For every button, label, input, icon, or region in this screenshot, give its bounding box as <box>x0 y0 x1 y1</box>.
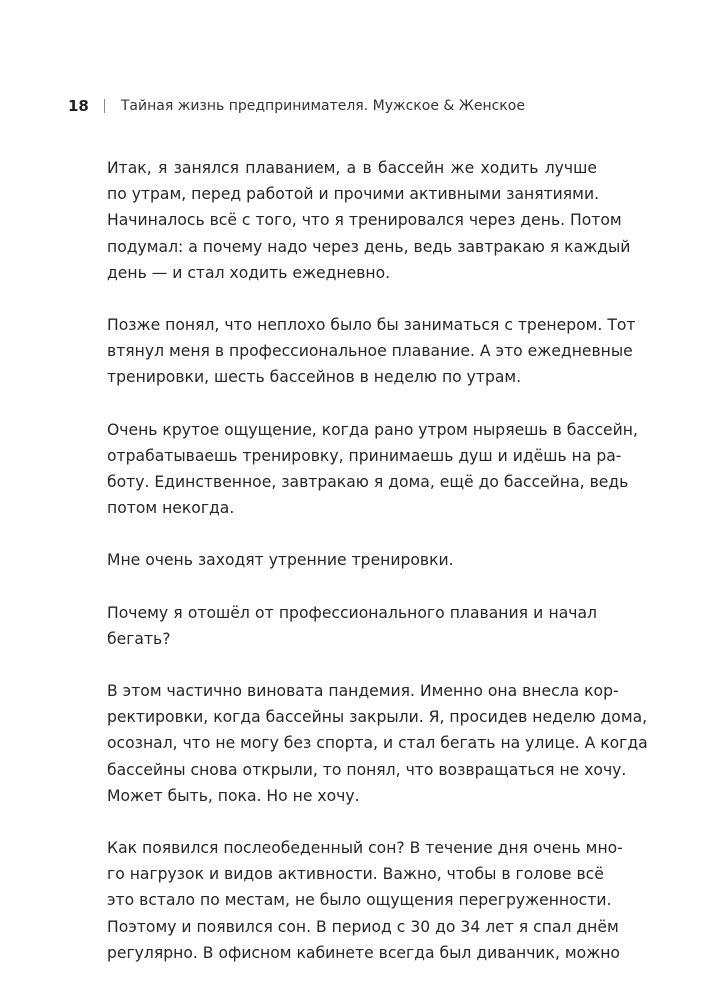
text-line: бассейны снова открыли, то понял, что возвращаться не хочу. <box>107 760 627 779</box>
paragraph <box>107 835 623 966</box>
text-line: бегать? <box>107 629 171 648</box>
body-text <box>107 155 648 992</box>
text-line: по утрам, перед работой и прочими активными занятиями. <box>107 185 600 204</box>
text-line: осознал, что не могу без спорта, и стал бегать на улице. А когда <box>107 734 648 753</box>
text-line: Позже понял, что неплохо было бы заниматься с тренером. Тот <box>107 316 636 335</box>
text-line: боту. Единственное, завтракаю я дома, ещё до бассейна, ведь <box>107 473 629 492</box>
paragraph <box>107 155 631 286</box>
text-line: ректировки, когда бассейны закрыли. Я, просидев неделю дома, <box>107 708 648 727</box>
text-line: потом некогда. <box>107 499 235 518</box>
paragraph <box>107 312 636 391</box>
text-line: В этом частично виновата пандемия. Именно она внесла кор- <box>107 682 619 701</box>
page-number: 18 <box>68 97 89 115</box>
text-line: Может быть, пока. Но не хочу. <box>107 786 360 805</box>
text-line: го нагрузок и видов активности. Важно, чтобы в голове всё <box>107 865 604 884</box>
paragraph <box>107 678 648 809</box>
text-line: тренировки, шесть бассейнов в неделю по утрам. <box>107 368 522 387</box>
running-head <box>68 96 525 116</box>
text-line: Почему я отошёл от профессионального плавания и начал <box>107 603 597 622</box>
text-line: Мне очень заходят утренние тренировки. <box>107 551 454 570</box>
text-line: день — и стал ходить ежедневно. <box>107 263 391 282</box>
text-line: подумал: а почему надо через день, ведь завтракаю я каждый <box>107 237 631 256</box>
text-line: втянул меня в профессиональное плавание. А это ежедневные <box>107 342 633 361</box>
paragraph <box>107 547 597 573</box>
text-line: Как появился послеобеденный сон? В течение дня очень мно- <box>107 839 623 858</box>
book-title: Тайная жизнь предпринимателя. Мужское & Женское <box>120 98 525 114</box>
text-line: это встало по местам, не было ощущения перегруженности. <box>107 891 612 910</box>
text-line: отрабатываешь тренировку, принимаешь душ и идёшь на ра- <box>107 446 622 465</box>
text-line: Очень крутое ощущение, когда рано утром ныряешь в бассейн, <box>107 420 638 439</box>
paragraph <box>107 600 597 652</box>
header-separator <box>104 99 105 113</box>
text-line: Начиналось всё с того, что я тренировался через день. Потом <box>107 211 622 230</box>
text-line: Итак, я занялся плаванием, а в бассейн же ходить лучше <box>107 159 597 177</box>
text-line: Поэтому и появился сон. В период с 30 до 34 лет я спал днём <box>107 917 619 936</box>
text-line: регулярно. В офисном кабинете всегда был диванчик, можно <box>107 943 620 962</box>
paragraph <box>107 417 638 522</box>
